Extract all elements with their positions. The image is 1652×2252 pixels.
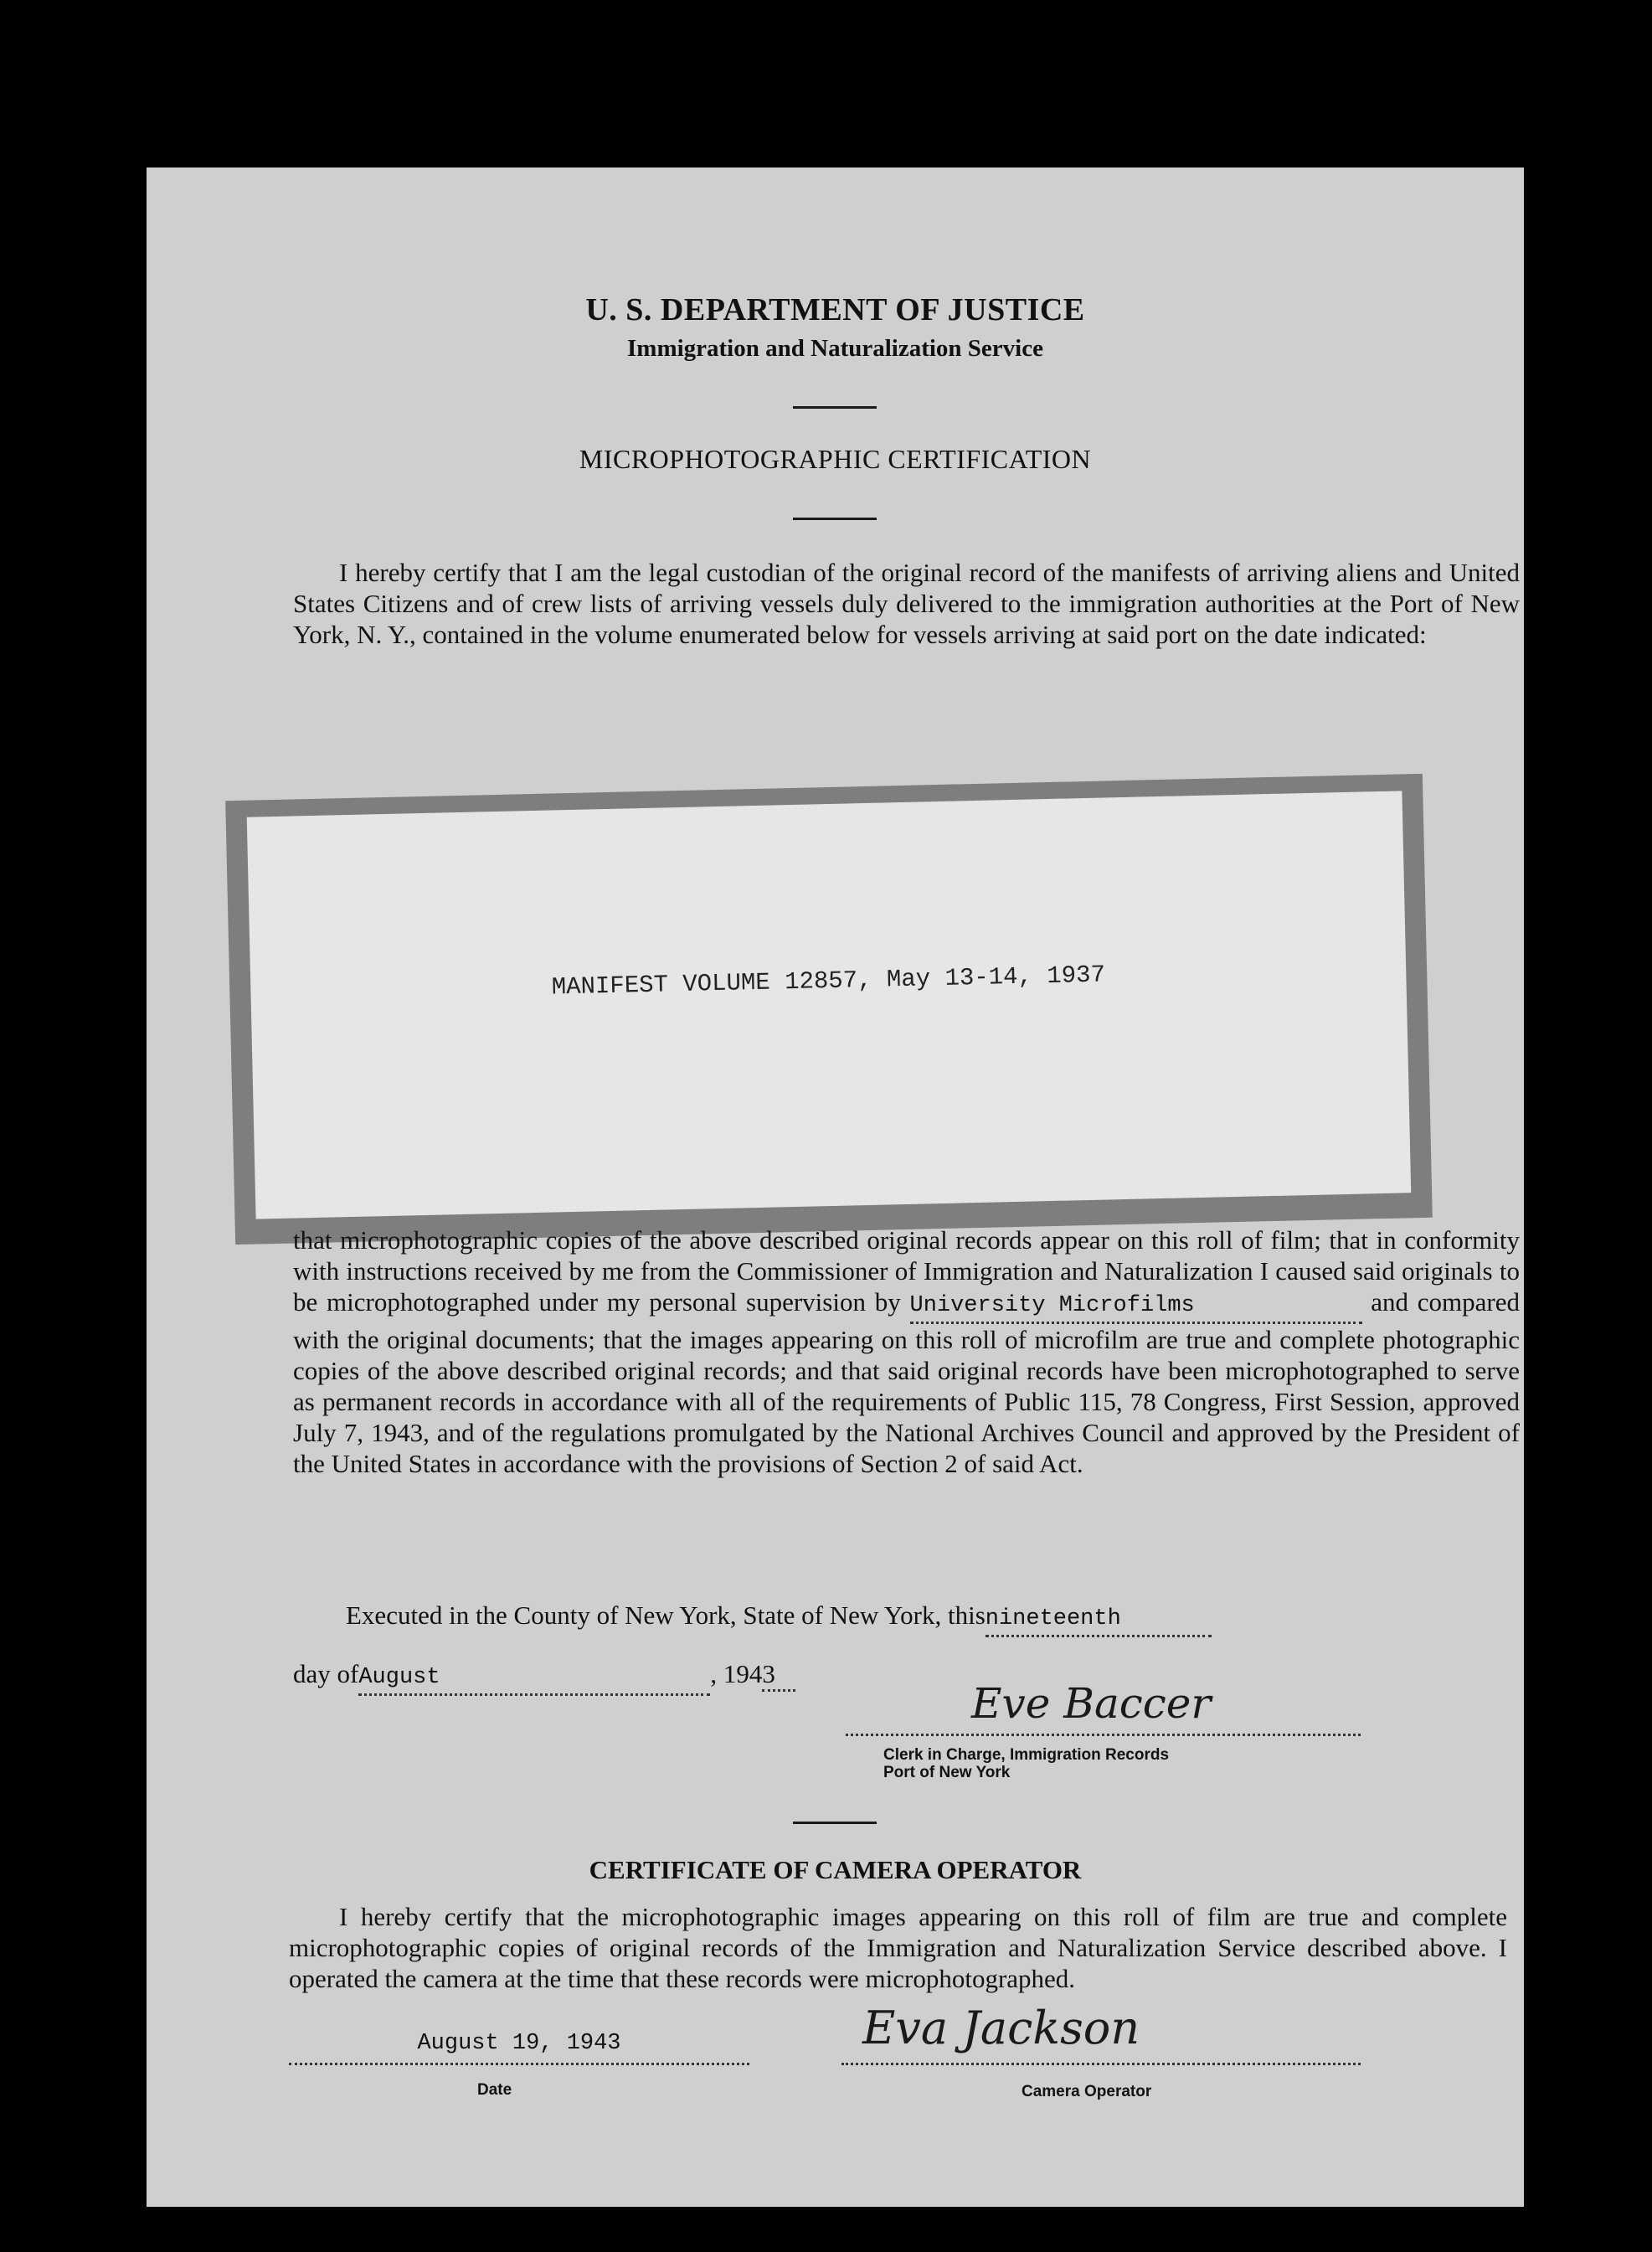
clerk-signature-line [846,1679,1361,1736]
volume-slip [247,791,1412,1219]
department-heading: U. S. DEPARTMENT OF JUSTICE [585,292,1085,327]
operator-signature: Eva Jackson [862,2002,1140,2054]
executed-line [346,1600,1518,1637]
divider-top [793,406,877,409]
clerk-signature: Eve Baccer [971,1679,1212,1728]
divider-bottom [793,1822,877,1824]
intro-paragraph [293,557,1520,650]
clerk-title-line1: Clerk in Charge, Immigration Records [883,1746,1170,1764]
date-label: Date [477,2081,512,2099]
divider-middle [793,518,877,520]
body-paragraph-start: that microphotographic copies of the above described original records appear on this roll of film; that in conformity with instructions received by me from the Commissioner of Immigration and Naturalization I caused said originals to be microphotographed under my personal supervision by [293,1225,1520,1317]
clerk-title-line2: Port of New York [883,1764,1011,1781]
body-paragraph [293,1224,1520,1479]
camera-section-title: CERTIFICATE OF CAMERA OPERATOR [589,1855,1082,1884]
day-of-text: day of [293,1659,359,1688]
service-subheading: Immigration and Naturalization Service [627,335,1043,362]
camera-paragraph-text: I hereby certify that the microphotographic images appearing on this roll of film are true and complete microphotographic copies of original records of the Immigration and Naturalization Service described above. I operated the camera at the time that these records were microphotographed. [289,1902,1507,1993]
operator-date: August 19, 1943 [417,2031,621,2056]
operator-signature-line [841,2002,1361,2065]
certificate-page [147,167,1524,2207]
filmed-by-field: University Microfilms [910,1291,1362,1324]
year-digit-field: 3 [762,1658,795,1692]
intro-paragraph-text: I hereby certify that I am the legal custodian of the original record of the manifests of arriving aliens and United States Citizens and of crew lists of arriving vessels duly delivered to the immigration authorities at the Port of New York, N. Y., contained in the volume enumerated below for vessels arriving at said port on the date indicated: [293,558,1520,649]
day-value-field: nineteenth [986,1604,1212,1637]
body-paragraph-end: and compared with the original documents; that the images appearing on this roll of microfilm are true and complete photographic copies of the above described original records; and that said original records have been microphotographed to serve as permanent records in accordance with all of the requirements of Public 115, 78 Congress, First Session, approved July 7, 1943, and of the regulations promulgated by the National Archives Council and approved by the President of the United States in accordance with the provisions of Section 2 of said Act. [293,1287,1520,1478]
month-value-field: August [358,1662,710,1696]
operator-date-line [289,2031,749,2065]
camera-paragraph [289,1901,1507,1994]
volume-slip-text: MANIFEST VOLUME 12857, May 13-14, 1937 [551,961,1106,1002]
certification-title: MICROPHOTOGRAPHIC CERTIFICATION [579,444,1092,474]
year-prefix: , 194 [710,1659,763,1688]
executed-text: Executed in the County of New York, State of New York, this [346,1600,986,1630]
camera-operator-label: Camera Operator [1022,2083,1152,2100]
